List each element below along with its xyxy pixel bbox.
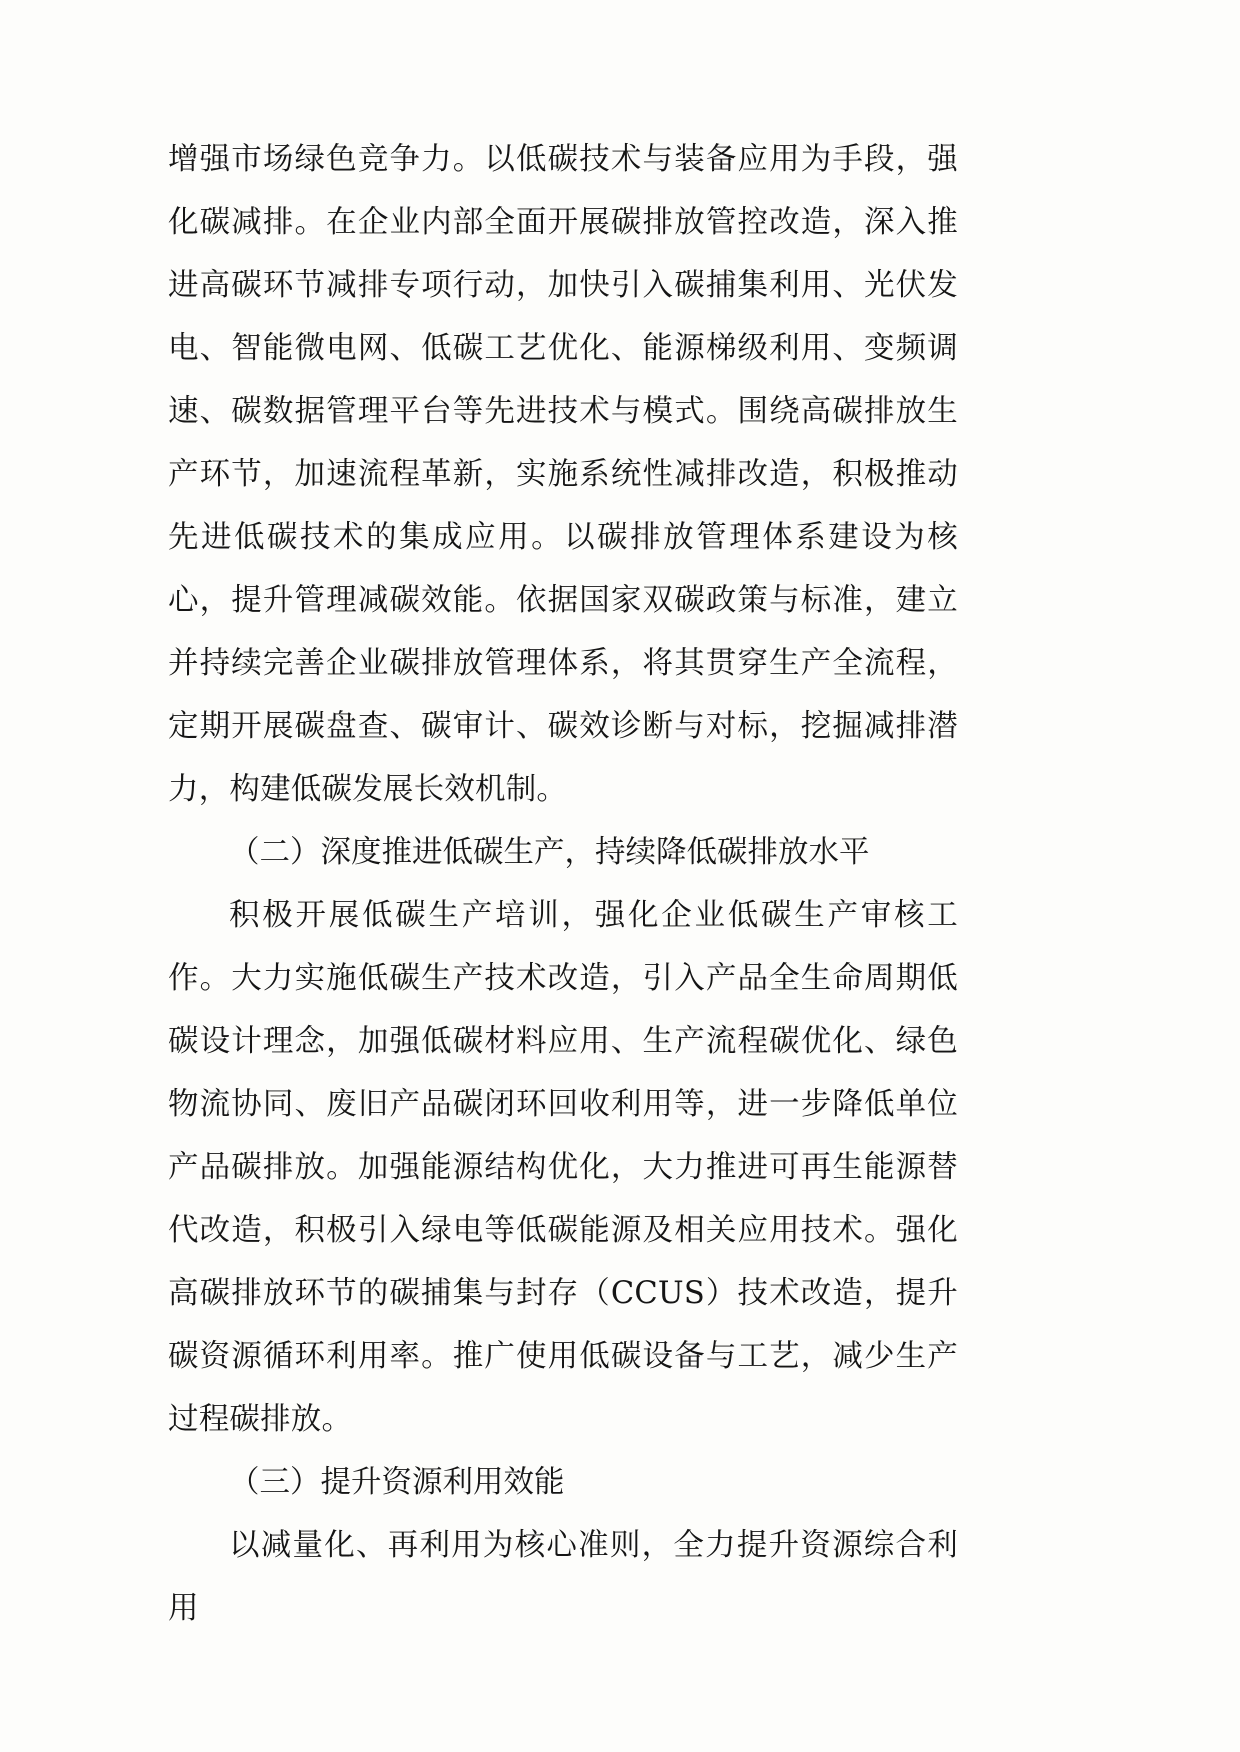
page-content xyxy=(168,128,958,1640)
section-heading-2: （二）深度推进低碳生产，持续降低碳排放水平 xyxy=(229,835,870,870)
paragraph-3: 以减量化、再利用为核心准则，全力提升资源综合利用 xyxy=(168,1528,958,1626)
section-heading-3: （三）提升资源利用效能 xyxy=(229,1465,565,1500)
paragraph-1: 增强市场绿色竞争力。以低碳技术与装备应用为手段，强化碳减排。在企业内部全面开展碳排放管控改造，深入推进高碳环节减排专项行动，加快引入碳捕集利用、光伏发电、智能微电网、低碳工艺优化、能源梯级利用、变频调速、碳数据管理平台等先进技术与模式。围绕高碳排放生产环节，加速流程革新，实施系统性减排改造，积极推动先进低碳技术的集成应用。以碳排放管理体系建设为核心，提升管理减碳效能。依据国家双碳政策与标准，建立并持续完善企业碳排放管理体系，将其贯穿生产全流程，定期开展碳盘查、碳审计、碳效诊断与对标，挖掘减排潜力，构建低碳发展长效机制。 xyxy=(168,142,958,807)
paragraph-2: 积极开展低碳生产培训，强化企业低碳生产审核工作。大力实施低碳生产技术改造，引入产品全生命周期低碳设计理念，加强低碳材料应用、生产流程碳优化、绿色物流协同、废旧产品碳闭环回收利用等，进一步降低单位产品碳排放。加强能源结构优化，大力推进可再生能源替代改造，积极引入绿电等低碳能源及相关应用技术。强化高碳排放环节的碳捕集与封存（CCUS）技术改造，提升碳资源循环利用率。推广使用低碳设备与工艺，减少生产过程碳排放。 xyxy=(168,898,958,1437)
